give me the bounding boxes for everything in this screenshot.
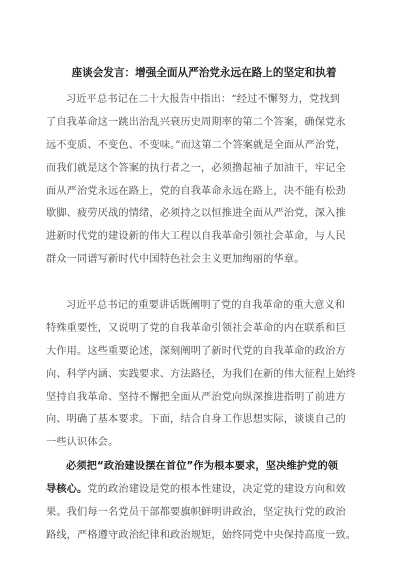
paragraph-line: 面从严治党永远在路上，党的自我革命永远在路上，决不能有松劲 [46, 185, 346, 197]
paragraph-line: 路线，严格遵守政治纪律和政治规矩，始终同党中央保持高度一致。 [46, 529, 357, 541]
paragraph-line: 歇脚、疲劳厌战的情绪，必须持之以恒推进全面从严治党，深入推 [46, 208, 346, 220]
paragraph-line: 习近平总书记的重要讲话既阐明了党的自我革命的重大意义和 [66, 300, 346, 311]
section-heading: 必须把“政治建设摆在首位”作为根本要求，坚决维护党的领 [66, 461, 339, 472]
paragraph-line: 群众一同谱写新时代中国特色社会主义更加绚丽的华章。 [46, 254, 305, 266]
paragraph-line: 远不变质、不变色、不变味。”而这第二个答案就是全面从严治党， [46, 139, 347, 151]
paragraph-line-text: 党的政治建设是党的根本性建设，决定党的建设方向和效 [87, 483, 346, 495]
paragraph-line: 向、科学内涵、实践要求、方法路径，为我们在新的伟大征程上始终 [46, 368, 357, 380]
paragraph-2 [46, 295, 362, 455]
paragraph-line: 进新时代党的建设新的伟大工程以自我革命引领社会革命，与人民 [46, 231, 346, 243]
paragraph-line: 特殊重要性，又说明了党的自我革命引领社会革命的内在联系和巨 [46, 322, 346, 334]
paragraph-line: 果。我们每一名党员干部都要旗帜鲜明讲政治，坚定执行党的政治 [46, 506, 346, 518]
paragraph-3 [46, 456, 362, 548]
paragraph-line: 向、明确了基本要求。下面，结合自身工作思想实际，谈谈自己的 [46, 414, 346, 426]
paragraph-line: 了自我革命这一跳出治乱兴衰历史周期率的第二个答案，确保党永 [46, 116, 346, 128]
paragraph-1 [46, 89, 362, 272]
section-heading-lead: 导核心。 [46, 483, 88, 495]
paragraph-line: 习近平总书记在二十大报告中指出：“经过不懈努力，党找到 [66, 94, 341, 105]
paragraph-line: 一些认识体会。 [46, 437, 119, 449]
paragraph-line: 而我们就是这个答案的执行者之一，必须撸起袖子加油干，牢记全 [46, 162, 346, 174]
paragraph-line: 坚持自我革命、坚持不懈把全面从严治党向纵深推进指明了前进方 [46, 391, 346, 403]
document-title: 座谈会发言：增强全面从严治党永远在路上的坚定和执着 [71, 67, 337, 79]
paragraph-line: 大作用。这些重要论述，深刻阐明了新时代党的自我革命的政治方 [46, 345, 346, 357]
paragraph-line [46, 479, 362, 502]
